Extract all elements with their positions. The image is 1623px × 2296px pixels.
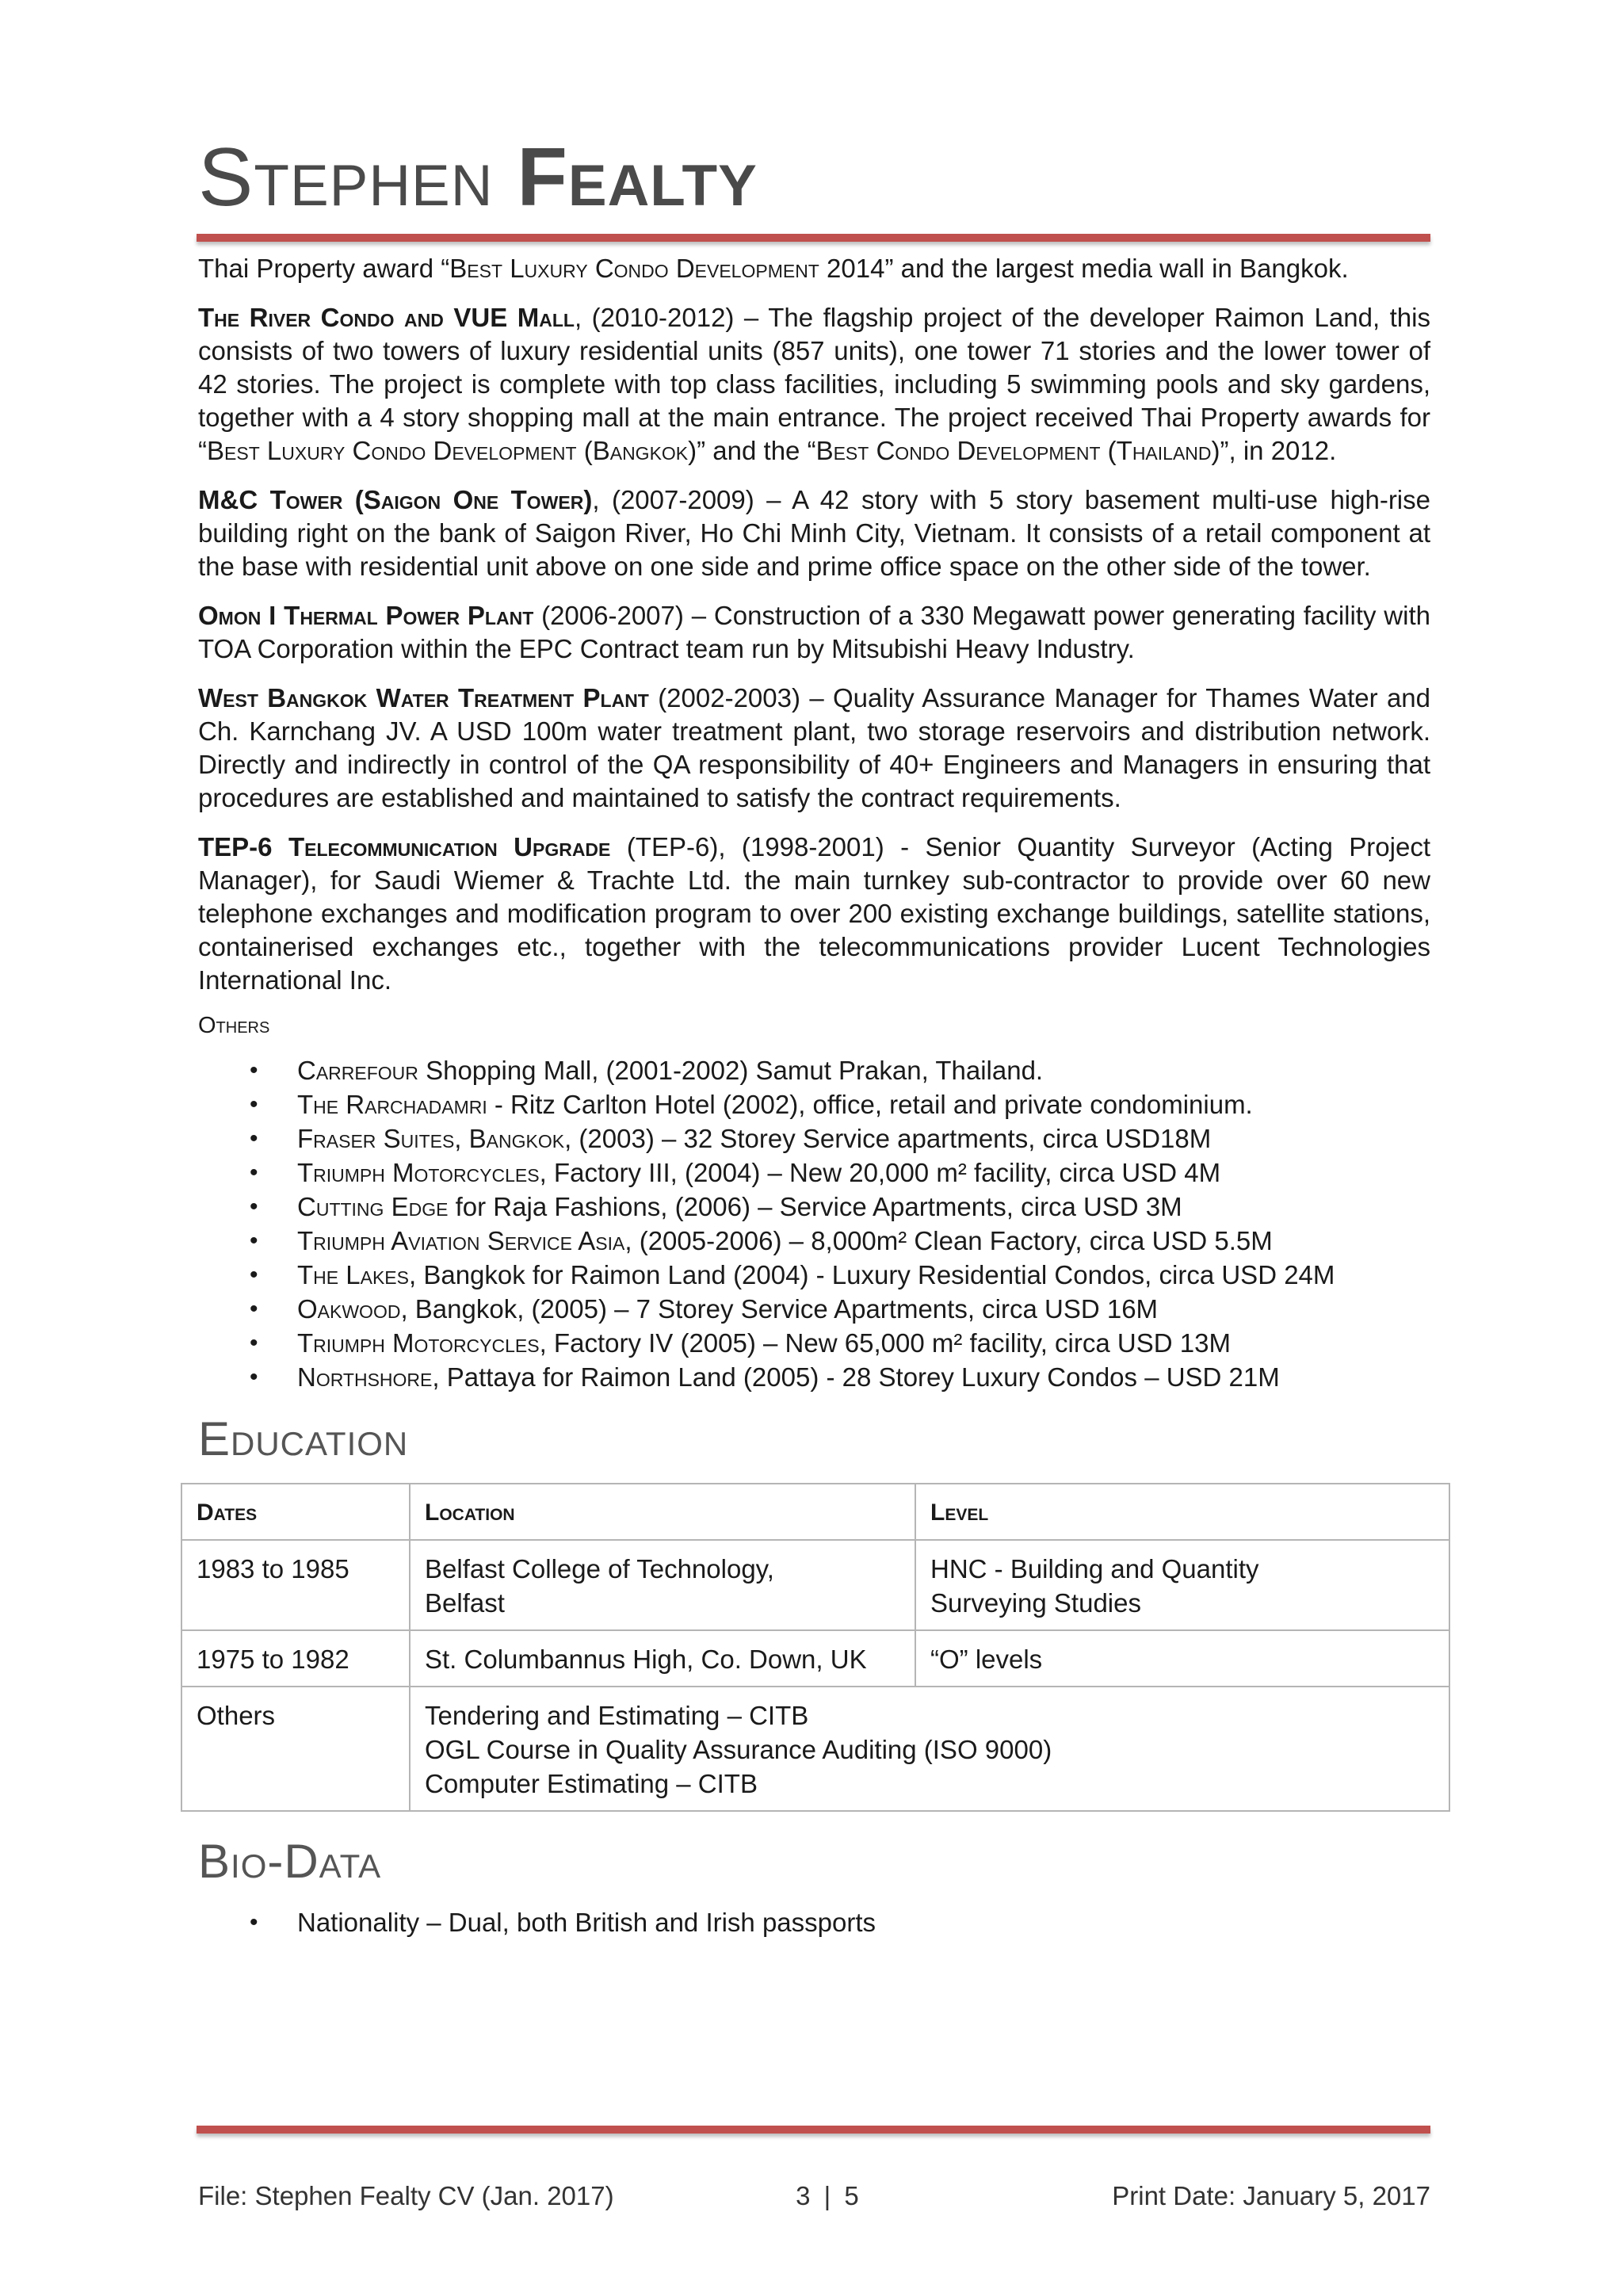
header-rule [197, 234, 1430, 242]
page-number: 3 | 5 [796, 2181, 859, 2210]
project-west-bangkok: West Bangkok Water Treatment Plant (2002-2003) – Quality Assurance Manager for Thames Water and Ch. Karnchang JV. A USD 100m water treatment plant, two storage reservoirs and distribution network. Directly and indirectly in control of the QA responsibility of 40+ Engineers and Managers in ensuring that procedures are established and maintained to satisfy the contract requirements. [198, 683, 1430, 812]
project-mc-tower: M&C Tower (Saigon One Tower), (2007-2009) – A 42 story with 5 story basement multi-use high-rise building right on the bank of Saigon River, Ho Chi Minh City, Vietnam. It consists of a retail component at the base with residential unit above on one side and prime office space on the other side of the tower. [198, 485, 1430, 581]
footer-print-date: Print Date: January 5, 2017 [1112, 2181, 1430, 2210]
project-intro: Thai Property award “Best Luxury Condo Development 2014” and the largest media wall in Bangkok. [198, 254, 1349, 283]
cell-dates: 1975 to 1982 [181, 1630, 410, 1687]
others-list [198, 1053, 1430, 1394]
biodata-heading: Bio-Data [198, 1835, 382, 1888]
list-item: • Nationality – Dual, both British and Irish passports [297, 1905, 1430, 1939]
page-footer [198, 2181, 1430, 2211]
cell-dates: 1983 to 1985 [181, 1540, 410, 1630]
cell-level: HNC - Building and Quantity Surveying Studies [915, 1540, 1449, 1630]
project-title: Omon I Thermal Power Plant [198, 601, 534, 630]
footer-rule [197, 2126, 1430, 2134]
project-omon: Omon I Thermal Power Plant (2006-2007) – Construction of a 330 Megawatt power generating facility with TOA Corporation within the EPC Contract team run by Mitsubishi Heavy Industry. [198, 601, 1430, 663]
project-title: West Bangkok Water Treatment Plant [198, 683, 649, 712]
column-header: Dates [181, 1484, 410, 1540]
list-item: • Triumph Aviation Service Asia, (2005-2006) – 8,000m² Clean Factory, circa USD 5.5M [297, 1224, 1430, 1258]
list-item: • Fraser Suites, Bangkok, (2003) – 32 Storey Service apartments, circa USD18M [297, 1121, 1430, 1156]
project-tep6: TEP-6 Telecommunication Upgrade (TEP-6), (1998-2001) - Senior Quantity Surveyor (Acting Project Manager), for Saudi Wiemer & Trachte Ltd. the main turnkey sub-contractor to provide over 60 new telephone exchanges and modification program to over 200 existing exchange buildings, satellite stations, containerised exchanges etc., together with the telecommunications provider Lucent Technologies International Inc. [198, 832, 1430, 995]
education-heading: Education [198, 1412, 409, 1465]
cell-location: St. Columbannus High, Co. Down, UK [410, 1630, 915, 1687]
cell-others-courses: Tendering and Estimating – CITB OGL Course in Quality Assurance Auditing (ISO 9000) Computer Estimating – CITB [410, 1687, 1449, 1811]
cv-content [198, 252, 1430, 1958]
last-name: Fealty [517, 132, 758, 223]
list-item: • The Rarchadamri - Ritz Carlton Hotel (2002), office, retail and private condominium. [297, 1087, 1430, 1121]
cell-others-label: Others [181, 1687, 410, 1811]
cell-level: “O” levels [915, 1630, 1449, 1687]
column-header: Level [915, 1484, 1449, 1540]
list-item: • Cutting Edge for Raja Fashions, (2006) – Service Apartments, circa USD 3M [297, 1190, 1430, 1224]
list-item: • The Lakes, Bangkok for Raimon Land (2004) - Luxury Residential Condos, circa USD 24M [297, 1258, 1430, 1292]
cell-location: Belfast College of Technology, Belfast [410, 1540, 915, 1630]
table-header-row [181, 1484, 1449, 1540]
project-river-condo: The River Condo and VUE Mall, (2010-2012) – The flagship project of the developer Raimon Land, this consists of two towers of luxury residential units (857 units), one tower 71 stories and the lower tower of 42 stories. The project is complete with top class facilities, including 5 swimming pools and sky gardens, together with a 4 story shopping mall at the main entrance. The project received Thai Property awards for “Best Luxury Condo Development (Bangkok)” and the “Best Condo Development (Thailand)”, in 2012. [198, 303, 1430, 465]
list-item: • Oakwood, Bangkok, (2005) – 7 Storey Service Apartments, circa USD 16M [297, 1292, 1430, 1326]
project-title: TEP-6 Telecommunication Upgrade [198, 832, 611, 861]
project-title: M&C Tower (Saigon One Tower) [198, 485, 593, 514]
cv-name-heading [198, 132, 758, 223]
column-header: Location [410, 1484, 915, 1540]
biodata-list [198, 1905, 1430, 1939]
table-row [181, 1540, 1449, 1630]
list-item: • Carrefour Shopping Mall, (2001-2002) Samut Prakan, Thailand. [297, 1053, 1430, 1087]
list-item: • Triumph Motorcycles, Factory III, (2004) – New 20,000 m² facility, circa USD 4M [297, 1156, 1430, 1190]
project-title: The River Condo and VUE Mall [198, 303, 575, 332]
first-name: Stephen [198, 132, 494, 223]
others-heading: Others [198, 1013, 270, 1038]
table-row [181, 1687, 1449, 1811]
education-table [181, 1483, 1450, 1812]
table-row [181, 1630, 1449, 1687]
list-item: • Triumph Motorcycles, Factory IV (2005) – New 65,000 m² facility, circa USD 13M [297, 1326, 1430, 1360]
list-item: • Northshore, Pattaya for Raimon Land (2005) - 28 Storey Luxury Condos – USD 21M [297, 1360, 1430, 1394]
footer-file: File: Stephen Fealty CV (Jan. 2017) [198, 2181, 614, 2210]
